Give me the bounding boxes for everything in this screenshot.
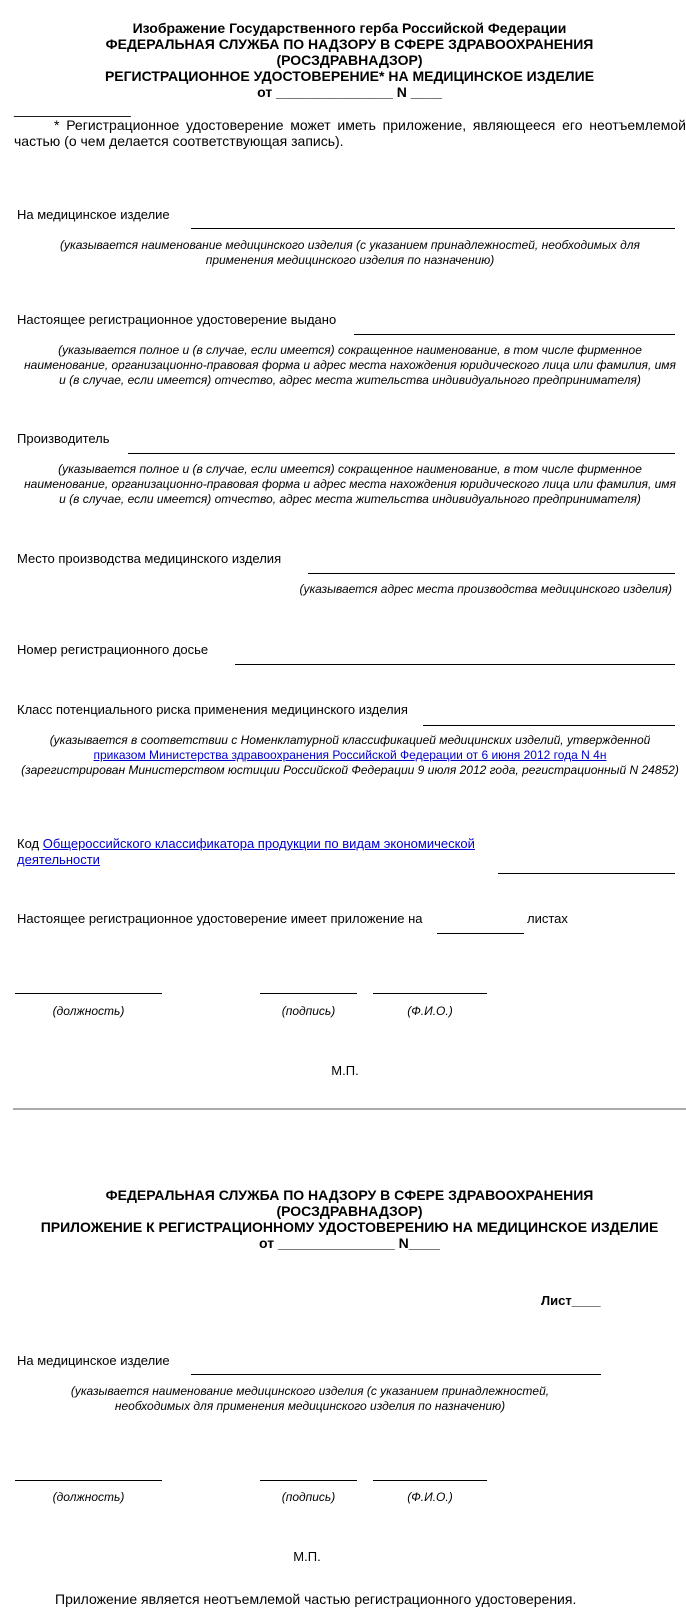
appendix-device-line[interactable] bbox=[191, 1374, 601, 1375]
issued-to-line[interactable] bbox=[354, 334, 675, 335]
issued-label: Настоящее регистрационное удостоверение выдано bbox=[17, 312, 337, 327]
footnote: * Регистрационное удостоверение может иметь приложение, являющееся его неотъемлемой частью (о чем делается соответствующая запись). bbox=[14, 117, 686, 149]
dossier-label: Номер регистрационного досье bbox=[17, 642, 209, 657]
appendix-closing: Приложение является неотъемлемой частью регистрационного удостоверения. bbox=[55, 1591, 577, 1607]
device-label: На медицинское изделие bbox=[17, 207, 170, 222]
place-label: Место производства медицинского изделия bbox=[17, 551, 282, 566]
appendix-stamp-place: М.П. bbox=[293, 1549, 321, 1564]
appendix-sheets-label: листах bbox=[527, 911, 568, 926]
sign-caption: (подпись) bbox=[281, 1004, 336, 1018]
position-line[interactable] bbox=[15, 993, 162, 994]
appendix-header bbox=[13, 1187, 686, 1251]
appendix-name-line[interactable] bbox=[373, 1480, 487, 1481]
risk-line[interactable] bbox=[423, 725, 675, 726]
place-line[interactable] bbox=[308, 573, 675, 574]
manufacturer-label: Производитель bbox=[17, 431, 110, 446]
page-divider bbox=[13, 1108, 686, 1110]
appendix-sign-line[interactable] bbox=[260, 1480, 357, 1481]
place-hint: (указывается адрес места производства медицинского изделия) bbox=[299, 582, 672, 596]
appendix-label: Настоящее регистрационное удостоверение имеет приложение на bbox=[17, 911, 423, 926]
device-hint: (указывается наименование медицинского изделия (с указанием принадлежностей, необходимых для применения медицинского изделия по назначению) bbox=[60, 238, 640, 267]
manufacturer-line[interactable] bbox=[128, 453, 675, 454]
stamp-place: М.П. bbox=[331, 1063, 359, 1078]
code-block bbox=[17, 836, 477, 868]
sign-line[interactable] bbox=[260, 993, 357, 994]
order-4n-link[interactable]: приказом Министерства здравоохранения Российской Федерации от 6 июня 2012 года N 4н bbox=[93, 748, 607, 762]
appendix-device-hint: (указывается наименование медицинского изделия (с указанием принадлежностей, необходимых для применения медицинского изделия по назначению) bbox=[70, 1384, 550, 1413]
dossier-line[interactable] bbox=[235, 664, 675, 665]
appendix-title: ПРИЛОЖЕНИЕ К РЕГИСТРАЦИОННОМУ УДОСТОВЕРЕНИЮ НА МЕДИЦИНСКОЕ ИЗДЕЛИЕ bbox=[40, 1219, 659, 1235]
name-caption: (Ф.И.О.) bbox=[407, 1004, 453, 1018]
emblem-caption: Изображение Государственного герба Российской Федерации bbox=[132, 20, 567, 36]
agency-name: ФЕДЕРАЛЬНАЯ СЛУЖБА ПО НАДЗОРУ В СФЕРЕ ЗДРАВООХРАНЕНИЯ bbox=[105, 36, 594, 52]
code-line[interactable] bbox=[498, 873, 675, 874]
appendix-position-line[interactable] bbox=[15, 1480, 162, 1481]
code-label: Код bbox=[17, 836, 40, 851]
appendix-date-number-line: от _______________ N____ bbox=[259, 1235, 440, 1251]
risk-hint bbox=[20, 733, 680, 778]
agency-short-name: (РОСЗДРАВНАДЗОР) bbox=[276, 52, 423, 68]
position-caption: (должность) bbox=[52, 1004, 125, 1018]
issued-hint: (указывается полное и (в случае, если имеется) сокращенное наименование, в том числе фирменное наименование, организационно-правовая форма и адрес места нахождения юридического лица или фамилия, имя и (в случае, если имеется) отчество, адрес места жительства индивидуального предпринимателя) bbox=[24, 343, 676, 387]
appendix-position-caption: (должность) bbox=[52, 1490, 125, 1504]
appendix-agency-name: ФЕДЕРАЛЬНАЯ СЛУЖБА ПО НАДЗОРУ В СФЕРЕ ЗДРАВООХРАНЕНИЯ bbox=[105, 1187, 594, 1203]
document-title: РЕГИСТРАЦИОННОЕ УДОСТОВЕРЕНИЕ* НА МЕДИЦИНСКОЕ ИЗДЕЛИЕ bbox=[104, 68, 595, 84]
okpd-classifier-link[interactable]: Общероссийского классификатора продукции по видам экономической деятельности bbox=[17, 836, 475, 867]
device-name-line[interactable] bbox=[191, 228, 675, 229]
appendix-sign-caption: (подпись) bbox=[281, 1490, 336, 1504]
manufacturer-hint: (указывается полное и (в случае, если имеется) сокращенное наименование, в том числе фирменное наименование, организационно-правовая форма и адрес места нахождения юридического лица или фамилия, имя и (в случае, если имеется) отчество, адрес места жительства индивидуального предпринимателя) bbox=[24, 462, 676, 506]
sheet-number: Лист____ bbox=[541, 1293, 601, 1308]
risk-hint-before: (указывается в соответствии с Номенклатурной классификацией медицинских изделий, утвержденной bbox=[49, 733, 651, 747]
risk-label: Класс потенциального риска применения медицинского изделия bbox=[17, 702, 408, 717]
appendix-sheets-line[interactable] bbox=[437, 933, 524, 934]
certificate-header bbox=[13, 20, 686, 100]
name-line[interactable] bbox=[373, 993, 487, 994]
risk-hint-after: (зарегистрирован Министерством юстиции Российской Федерации 9 июля 2012 года, регистрационный N 24852) bbox=[21, 763, 679, 777]
appendix-agency-short-name: (РОСЗДРАВНАДЗОР) bbox=[276, 1203, 423, 1219]
appendix-device-label: На медицинское изделие bbox=[17, 1353, 170, 1368]
appendix-name-caption: (Ф.И.О.) bbox=[407, 1490, 453, 1504]
footnote-separator: _______________ bbox=[14, 101, 131, 117]
date-number-line: от _______________ N ____ bbox=[257, 84, 442, 100]
